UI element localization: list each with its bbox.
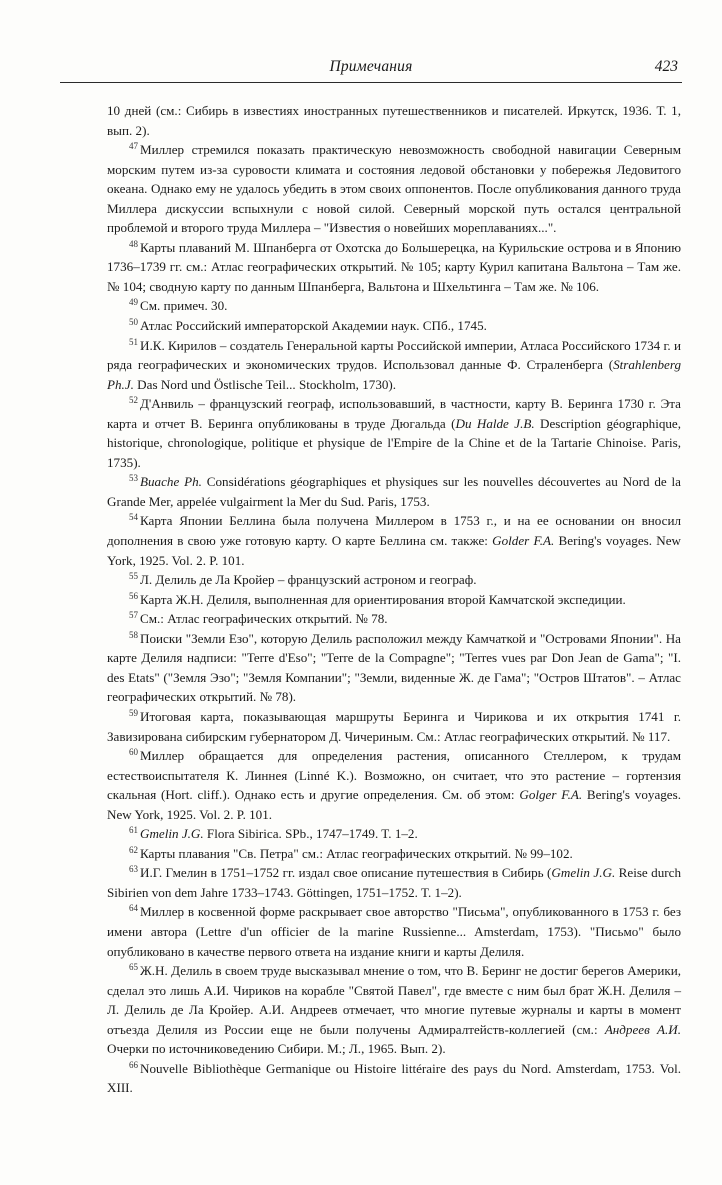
note-number: 63 [129, 864, 138, 875]
note-58: $^{58}$ Поиски "Земли Езо", которую Делиль расположил между Камчаткой и "Островами Японии". На карте Делиля надписи: "Terre d'Eso"; "Terre de la Compagne"; "Terres vues par Don Jean de Gama"; "I. des Etats" ("Земля Эзо"; "Земля Компании"; "Земли, виденные Ж. де Гама"; "Остров Штатов". – Атлас географических открытий. № 78). [107, 629, 681, 705]
note-48: $^{48}$ Карты плаваний М. Шпанберга от Охотска до Большерецка, на Курильские острова и в Японию 1736–1739 гг. см.: Атлас географических открытий. № 105; карту Курил капитана Вальтона – Там же. № 104; сводную карту по данным Шпанберга, Вальтона и Шхельтинга – Там же. № 106. [107, 238, 681, 294]
note-51: $^{51}$ И.К. Кирилов – создатель Генеральной карты Российской империи, Атласа Российского 1734 г. и ряда географических и экономических трудов. Использовал данные Ф. Страленберга (Strahlenberg Ph.J. Das Nord und Östlische Teil... Stockholm, 1730). [107, 336, 681, 392]
page-number: 423 [654, 58, 678, 75]
note-number: 65 [129, 962, 138, 973]
note-number: 56 [129, 590, 138, 601]
running-header [60, 58, 682, 80]
note-64: $^{64}$ Миллер в косвенной форме раскрывает свое авторство "Письма", опубликованного в 1753 г. без имени автора (Lettre d'un officier de la marine Russienne... Amsterdam, 1753). "Письмо" было опубликовано в качестве первого ответа на издание книги и карты Делиля. [107, 903, 681, 959]
note-number: 61 [129, 825, 138, 836]
note-number: 52 [129, 395, 138, 406]
note-number: 51 [129, 336, 138, 347]
note-66: $^{66}$ Nouvelle Bibliothèque Germanique ou Histoire littéraire des pays du Nord. Amsterdam, 1753. Vol. XIII. [107, 1059, 681, 1096]
note-54: $^{54}$ Карта Японии Беллина была получена Миллером в 1753 г., и на ее основании он вносил дополнения в свою уже готовую карту. О карте Беллина см. также: Golder F.A. Bering's voyages. New York, 1925. Vol. 2. P. 101. [107, 512, 681, 568]
note-number: 66 [129, 1059, 138, 1070]
note-56: $^{56}$ Карта Ж.Н. Делиля, выполненная для ориентирования второй Камчатской экспедиции. [129, 590, 626, 607]
note-55: $^{55}$ Л. Делиль де Ла Кройер – французский астроном и географ. [129, 571, 477, 588]
note-59: $^{59}$ Итоговая карта, показывающая маршруты Беринга и Чирикова и их открытия 1741 г. Завизирована сибирским губернатором Д. Чичериным. См.: Атлас географических открытий. № 117. [107, 707, 681, 744]
note-number: 54 [129, 512, 138, 523]
note-number: 57 [129, 610, 138, 621]
note-49: $^{49}$ См. примеч. 30. [129, 297, 228, 314]
note-52: $^{52}$ Д'Анвиль – французский географ, использовавший, в частности, карту В. Беринга 1730 г. Эта карта и отчет В. Беринга опубликованы в труде Дюгальда (Du Halde J.B. Description géographique, historique, chronologique, politique et physique de l'Empire de la Chine et de la Tartarie Chinoise. Paris, 1735). [107, 395, 682, 470]
note-65: $^{65}$ Ж.Н. Делиль в своем труде высказывал мнение о том, что В. Беринг не достиг берегов Америки, сделал это лишь А.И. Чириков на корабле "Святой Павел", где вместе с ним был брат Ж.Н. Делиля – Л. Делиль де Ла Кройер. А.И. Андреев отмечает, что многие путевые журналы и карты в момент отъезда Делиля из России еще не были получены Адмиралтейств-коллегией (см.: Андреев А.И. Очерки по источниковедению Сибири. М.; Л., 1965. Вып. 2). [107, 962, 682, 1057]
header-rule [60, 82, 682, 83]
note-number: 55 [129, 571, 138, 582]
note-57: $^{57}$ См.: Атлас географических открытий. № 78. [129, 610, 388, 627]
running-title: Примечания [329, 58, 413, 75]
note-62: $^{62}$ Карты плавания "Св. Петра" см.: Атлас географических открытий. № 99–102. [129, 844, 573, 861]
note-continuation: 10 дней (см.: Сибирь в известиях иностранных путешественников и писателей. Иркутск, 1936. Т. 1, вып. 2). [107, 103, 681, 138]
note-number: 50 [129, 317, 138, 328]
note-53: $^{53}$ Buache Ph. Considérations géographiques et physiques sur les nouvelles découvertes au Nord de la Grande Mer, appelée vulgairment la Mer du Sud. Paris, 1753. [107, 473, 681, 509]
note-number: 59 [129, 707, 138, 718]
note-number: 49 [129, 297, 138, 308]
note-61: $^{61}$ Gmelin J.G. Flora Sibirica. SPb., 1747–1749. T. 1–2. [129, 825, 418, 842]
note-number: 48 [129, 238, 138, 249]
note-47: $^{47}$ Миллер стремился показать практическую невозможность свободной навигации Северным морским путем из-за суровости климата и состояния ледовой обстановки у побережья Ледовитого океана. Однако ему не удалось убедить в этом своих оппонентов. После опубликования данного труда Миллера дискуссии вспыхнули с новой силой. Северный морской путь остался центральной проблемой и второго труда Миллера – "Известия о новейших мореплаваниях...". [107, 141, 681, 236]
note-number: 47 [129, 141, 138, 152]
note-number: 60 [129, 747, 138, 758]
note-number: 64 [129, 903, 138, 914]
notes-body [107, 101, 681, 1098]
note-number: 62 [129, 844, 138, 855]
note-50: $^{50}$ Атлас Российский императорской Академии наук. СПб., 1745. [129, 317, 487, 334]
note-63: $^{63}$ И.Г. Гмелин в 1751–1752 гг. издал свое описание путешествия в Сибирь (Gmelin J.G. Reise durch Sibirien von dem Jahre 1733–1743. Göttingen, 1751–1752. T. 1–2). [107, 864, 681, 900]
note-60: $^{60}$ Миллер обращается для определения растения, описанного Стеллером, к трудам естествоиспытателя К. Линнея (Linné K.). Возможно, он считает, что это растение – гортензия скальная (Hort. cliff.). Однако есть и другие определения. См. об этом: Golger F.A. Bering's voyages. New York, 1925. Vol. 2. P. 101. [107, 747, 681, 822]
note-number: 53 [129, 473, 138, 484]
note-number: 58 [129, 629, 138, 640]
